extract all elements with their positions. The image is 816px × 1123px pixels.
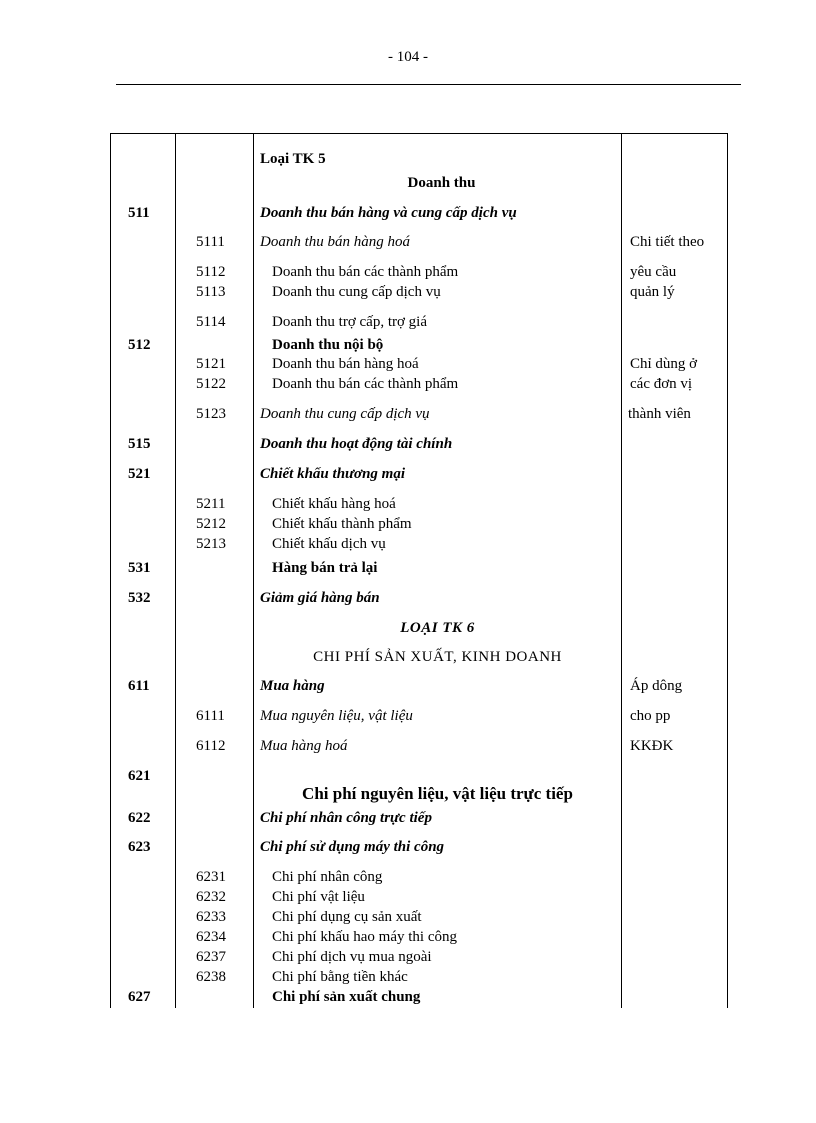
table-row xyxy=(0,837,816,857)
account-name: Hàng bán trả lại xyxy=(272,560,378,576)
account-name: Mua nguyên liệu, vật liệu xyxy=(260,708,413,724)
account-name: Chi phí nguyên liệu, vật liệu trực tiếp xyxy=(302,784,573,803)
account-name: Doanh thu hoạt động tài chính xyxy=(260,436,453,452)
table-row xyxy=(0,262,816,282)
subaccount-code: 6237 xyxy=(196,949,226,965)
subaccount-code: 5121 xyxy=(196,356,226,372)
table-row xyxy=(0,514,816,534)
table-row xyxy=(0,967,816,987)
subaccount-code: 6112 xyxy=(196,738,226,754)
subaccount-code: 5114 xyxy=(196,314,226,330)
account-code: 622 xyxy=(128,810,151,826)
subaccount-code: 6238 xyxy=(196,969,226,985)
account-name: Chi phí dụng cụ sản xuất xyxy=(272,909,422,925)
account-code: 531 xyxy=(128,560,151,576)
account-name: Chi phí sản xuất chung xyxy=(272,989,421,1005)
table-row xyxy=(0,173,816,193)
account-name: Chi phí khấu hao máy thi công xyxy=(272,929,457,945)
note: Áp dông xyxy=(630,678,683,694)
account-name: Doanh thu trợ cấp, trợ giá xyxy=(272,314,427,330)
account-code: 515 xyxy=(128,436,151,452)
account-name: Doanh thu cung cấp dịch vụ xyxy=(272,284,441,300)
account-code: 623 xyxy=(128,839,151,855)
table-row xyxy=(0,736,816,756)
table-row xyxy=(0,404,816,424)
table-row xyxy=(0,534,816,554)
account-name: Mua hàng xyxy=(260,678,325,694)
table-row xyxy=(0,676,816,696)
account-name: Giảm giá hàng bán xyxy=(260,590,380,606)
account-code: 521 xyxy=(128,466,151,482)
account-name: Chiết khấu hàng hoá xyxy=(272,496,396,512)
account-name: Doanh thu bán các thành phẩm xyxy=(272,264,459,280)
account-name: Chi phí sử dụng máy thi công xyxy=(260,839,445,855)
account-name: Chiết khấu thành phẩm xyxy=(272,516,412,532)
note: Chi tiết theo xyxy=(630,234,705,250)
table-row xyxy=(0,203,816,223)
subaccount-code: 5122 xyxy=(196,376,226,392)
subaccount-code: 6232 xyxy=(196,889,226,905)
note: các đơn vị xyxy=(630,376,693,392)
subaccount-code: 5113 xyxy=(196,284,226,300)
account-code: 511 xyxy=(128,205,150,221)
subaccount-code: 5123 xyxy=(196,406,226,422)
account-name: Chi phí nhân công xyxy=(272,869,383,885)
account-name: Doanh thu bán hàng và cung cấp dịch vụ xyxy=(260,205,517,221)
header-divider xyxy=(116,84,741,85)
account-code: 611 xyxy=(128,678,150,694)
subaccount-code: 5111 xyxy=(196,234,225,250)
account-code: 512 xyxy=(128,337,151,353)
account-name: Chi phí vật liệu xyxy=(272,889,365,905)
section-title: Doanh thu xyxy=(407,175,476,191)
note: cho pp xyxy=(630,708,671,724)
account-name: Chi phí nhân công trực tiếp xyxy=(260,810,432,826)
note: quản lý xyxy=(630,284,675,300)
subaccount-code: 5211 xyxy=(196,496,226,512)
table-row xyxy=(0,374,816,394)
account-name: Chiết khấu thương mại xyxy=(260,466,405,482)
subaccount-code: 5213 xyxy=(196,536,226,552)
section-title: CHI PHÍ SẢN XUẤT, KINH DOANH xyxy=(313,649,562,665)
table-row xyxy=(0,434,816,454)
note: yêu cầu xyxy=(630,264,677,280)
subaccount-code: 6233 xyxy=(196,909,226,925)
account-code: 627 xyxy=(128,989,151,1005)
table-row xyxy=(0,887,816,907)
table-row xyxy=(0,312,816,332)
table-row xyxy=(0,706,816,726)
table-row xyxy=(0,558,816,578)
section-heading: Loại TK 5 xyxy=(260,151,326,167)
subaccount-code: 6234 xyxy=(196,929,226,945)
table-row xyxy=(0,618,816,638)
note: KKĐK xyxy=(630,738,674,754)
account-name: Chiết khấu dịch vụ xyxy=(272,536,386,552)
table-row xyxy=(0,907,816,927)
table-row xyxy=(0,588,816,608)
account-code: 621 xyxy=(128,768,151,784)
table-row xyxy=(0,335,816,355)
account-name: Chi phí bằng tiền khác xyxy=(272,969,408,985)
subaccount-code: 5112 xyxy=(196,264,226,280)
subaccount-code: 6111 xyxy=(196,708,225,724)
table-row xyxy=(0,464,816,484)
table-row xyxy=(0,354,816,374)
table-row xyxy=(0,808,816,828)
section-heading: LOẠI TK 6 xyxy=(400,620,475,636)
account-name: Doanh thu nội bộ xyxy=(272,337,384,353)
note: Chỉ dùng ở xyxy=(630,356,698,372)
account-name: Chi phí dịch vụ mua ngoài xyxy=(272,949,432,965)
table-row xyxy=(0,783,816,805)
account-name: Doanh thu bán hàng hoá xyxy=(260,234,410,250)
table-row xyxy=(0,282,816,302)
table-row xyxy=(0,867,816,887)
account-code: 532 xyxy=(128,590,151,606)
table-row xyxy=(0,947,816,967)
table-row xyxy=(0,149,816,169)
table-row xyxy=(0,927,816,947)
page-number: - 104 - xyxy=(388,49,428,65)
table-row xyxy=(0,647,816,667)
subaccount-code: 6231 xyxy=(196,869,226,885)
subaccount-code: 5212 xyxy=(196,516,226,532)
table-row xyxy=(0,232,816,252)
account-name: Doanh thu bán hàng hoá xyxy=(272,356,419,372)
table-row xyxy=(0,494,816,514)
account-name: Doanh thu bán các thành phẩm xyxy=(272,376,459,392)
account-name: Doanh thu cung cấp dịch vụ xyxy=(260,406,430,422)
account-name: Mua hàng hoá xyxy=(260,738,348,754)
note: thành viên xyxy=(628,406,691,422)
table-row xyxy=(0,987,816,1007)
